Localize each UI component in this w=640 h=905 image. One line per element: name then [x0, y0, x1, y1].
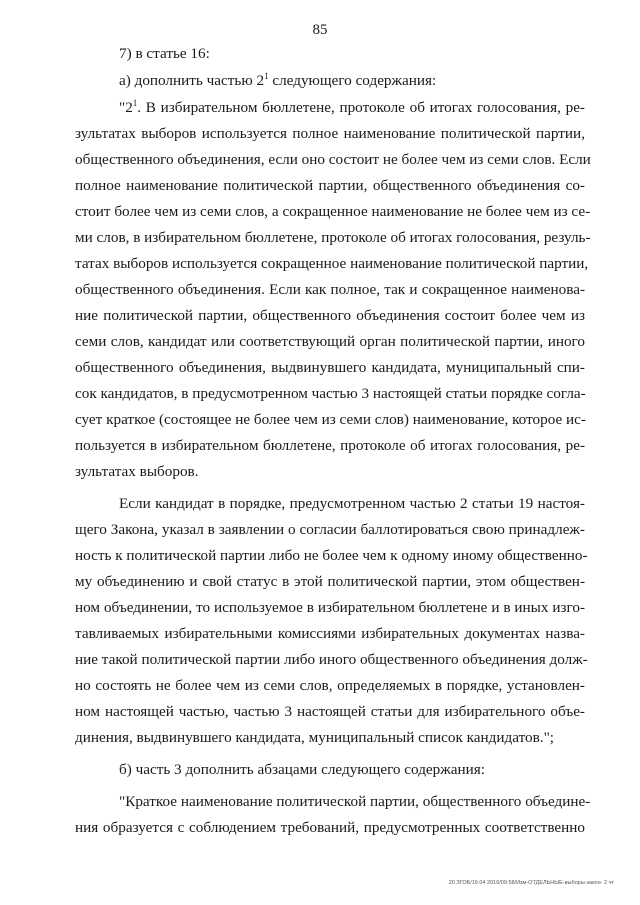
text-line-content: зультатах выборов. [75, 463, 199, 480]
text-line [119, 761, 585, 779]
text-line [75, 411, 585, 429]
text-line-content: но состоять не более чем из семи слов, определяемых в порядке, установлен- [75, 677, 585, 694]
text-line-content: семи слов, кандидат или соответствующий орган политической партии, иного [75, 333, 585, 350]
text-line [75, 703, 585, 721]
text-line-content: ность к политической партии либо не более чем к одному иному общественно- [75, 547, 588, 564]
text-line-content: "2 [119, 99, 133, 116]
text-line [75, 729, 585, 747]
text-line [75, 573, 585, 591]
text-line-content: б) часть 3 дополнить абзацами следующего содержания: [119, 761, 485, 778]
text-line-content: пользуется в избирательном бюллетене, протоколе об итогах голосования, ре- [75, 437, 585, 454]
text-line-content: общественного объединения, выдвинувшего кандидата, муниципальный спи- [75, 359, 585, 376]
text-line-content: общественного объединения, если оно состоит не более чем из семи слов. Если [75, 151, 591, 168]
text-line-content: ми слов, в избирательном бюллетене, протоколе об итогах голосования, резуль- [75, 229, 591, 246]
text-line-content: ном настоящей частью, частью 3 настоящей статьи для избирательного объе- [75, 703, 585, 720]
text-line-content: ния образуется с соблюдением требований, предусмотренных соответственно [75, 819, 585, 836]
text-line [75, 463, 585, 481]
text-line [119, 793, 591, 811]
text-line-content: сок кандидатов, в предусмотренном частью 3 настоящей статьи порядке согла- [75, 385, 586, 402]
text-line [75, 385, 585, 403]
footer-stamp: 20 ЗГОБ/19.04 2016/09:58/Изм-ОТДЕЛЬНЫЕ-выборы-закон- 2 чт [448, 880, 614, 886]
text-line-content: а) дополнить частью 2 [119, 72, 265, 89]
text-line [75, 359, 585, 377]
superscript: 1 [132, 98, 138, 108]
text-line [75, 521, 585, 539]
text-line-content: ние политической партии, общественного объединения состоит более чем из [75, 307, 585, 324]
text-line [75, 307, 585, 325]
page-number: 85 [312, 22, 328, 38]
text-line [75, 229, 591, 247]
text-line [119, 72, 585, 90]
text-line [75, 203, 591, 221]
text-line-content: тавливаемых избирательными комиссиями избирательных документах назва- [75, 625, 585, 642]
text-line-content: "Краткое наименование политической партии, общественного объедине- [119, 793, 591, 810]
text-line [75, 255, 589, 273]
text-line [75, 819, 585, 837]
text-line-content: сует краткое (состоящее не более чем из семи слов) наименование, которое ис- [75, 411, 586, 428]
text-line [119, 99, 585, 117]
text-line [119, 45, 585, 63]
text-line [75, 547, 588, 565]
text-line [75, 677, 585, 695]
text-line [75, 599, 585, 617]
text-line-content: динения, выдвинувшего кандидата, муниципальный список кандидатов."; [75, 729, 554, 746]
text-line-content: стоит более чем из семи слов, а сокращенное наименование не более чем из се- [75, 203, 591, 220]
superscript: 1 [264, 71, 269, 81]
text-line-content: му объединению и свой статус в этой политической партии, этом обществен- [75, 573, 585, 590]
text-line [75, 333, 585, 351]
text-line [75, 625, 585, 643]
text-line [75, 651, 588, 669]
text-line-content: общественного объединения. Если как полное, так и сокращенное наименова- [75, 281, 585, 298]
text-line-content: следующего содержания: [268, 72, 437, 89]
text-line-content: 7) в статье 16: [119, 45, 210, 62]
text-line [75, 151, 591, 169]
text-line-content: Если кандидат в порядке, предусмотренном частью 2 статьи 19 настоя- [119, 495, 585, 512]
text-line-content: полное наименование политической партии, общественного объединения со- [75, 177, 585, 194]
text-line-content: . В избирательном бюллетене, протоколе об итогах голосования, ре- [137, 99, 585, 116]
text-line-content: ние такой политической партии либо иного общественного объединения долж- [75, 651, 588, 668]
text-line-content: зультатах выборов используется полное наименование политической партии, [75, 125, 585, 142]
text-line [75, 281, 585, 299]
text-line-content: щего Закона, указал в заявлении о согласии баллотироваться свою принадлеж- [75, 521, 585, 538]
text-line [75, 177, 585, 195]
text-line [119, 495, 585, 513]
text-line-content: татах выборов используется сокращенное наименование политической партии, [75, 255, 589, 272]
text-line [75, 125, 585, 143]
text-line-content: ном объединении, то используемое в избирательном бюллетене и в иных изго- [75, 599, 585, 616]
text-line [75, 437, 585, 455]
